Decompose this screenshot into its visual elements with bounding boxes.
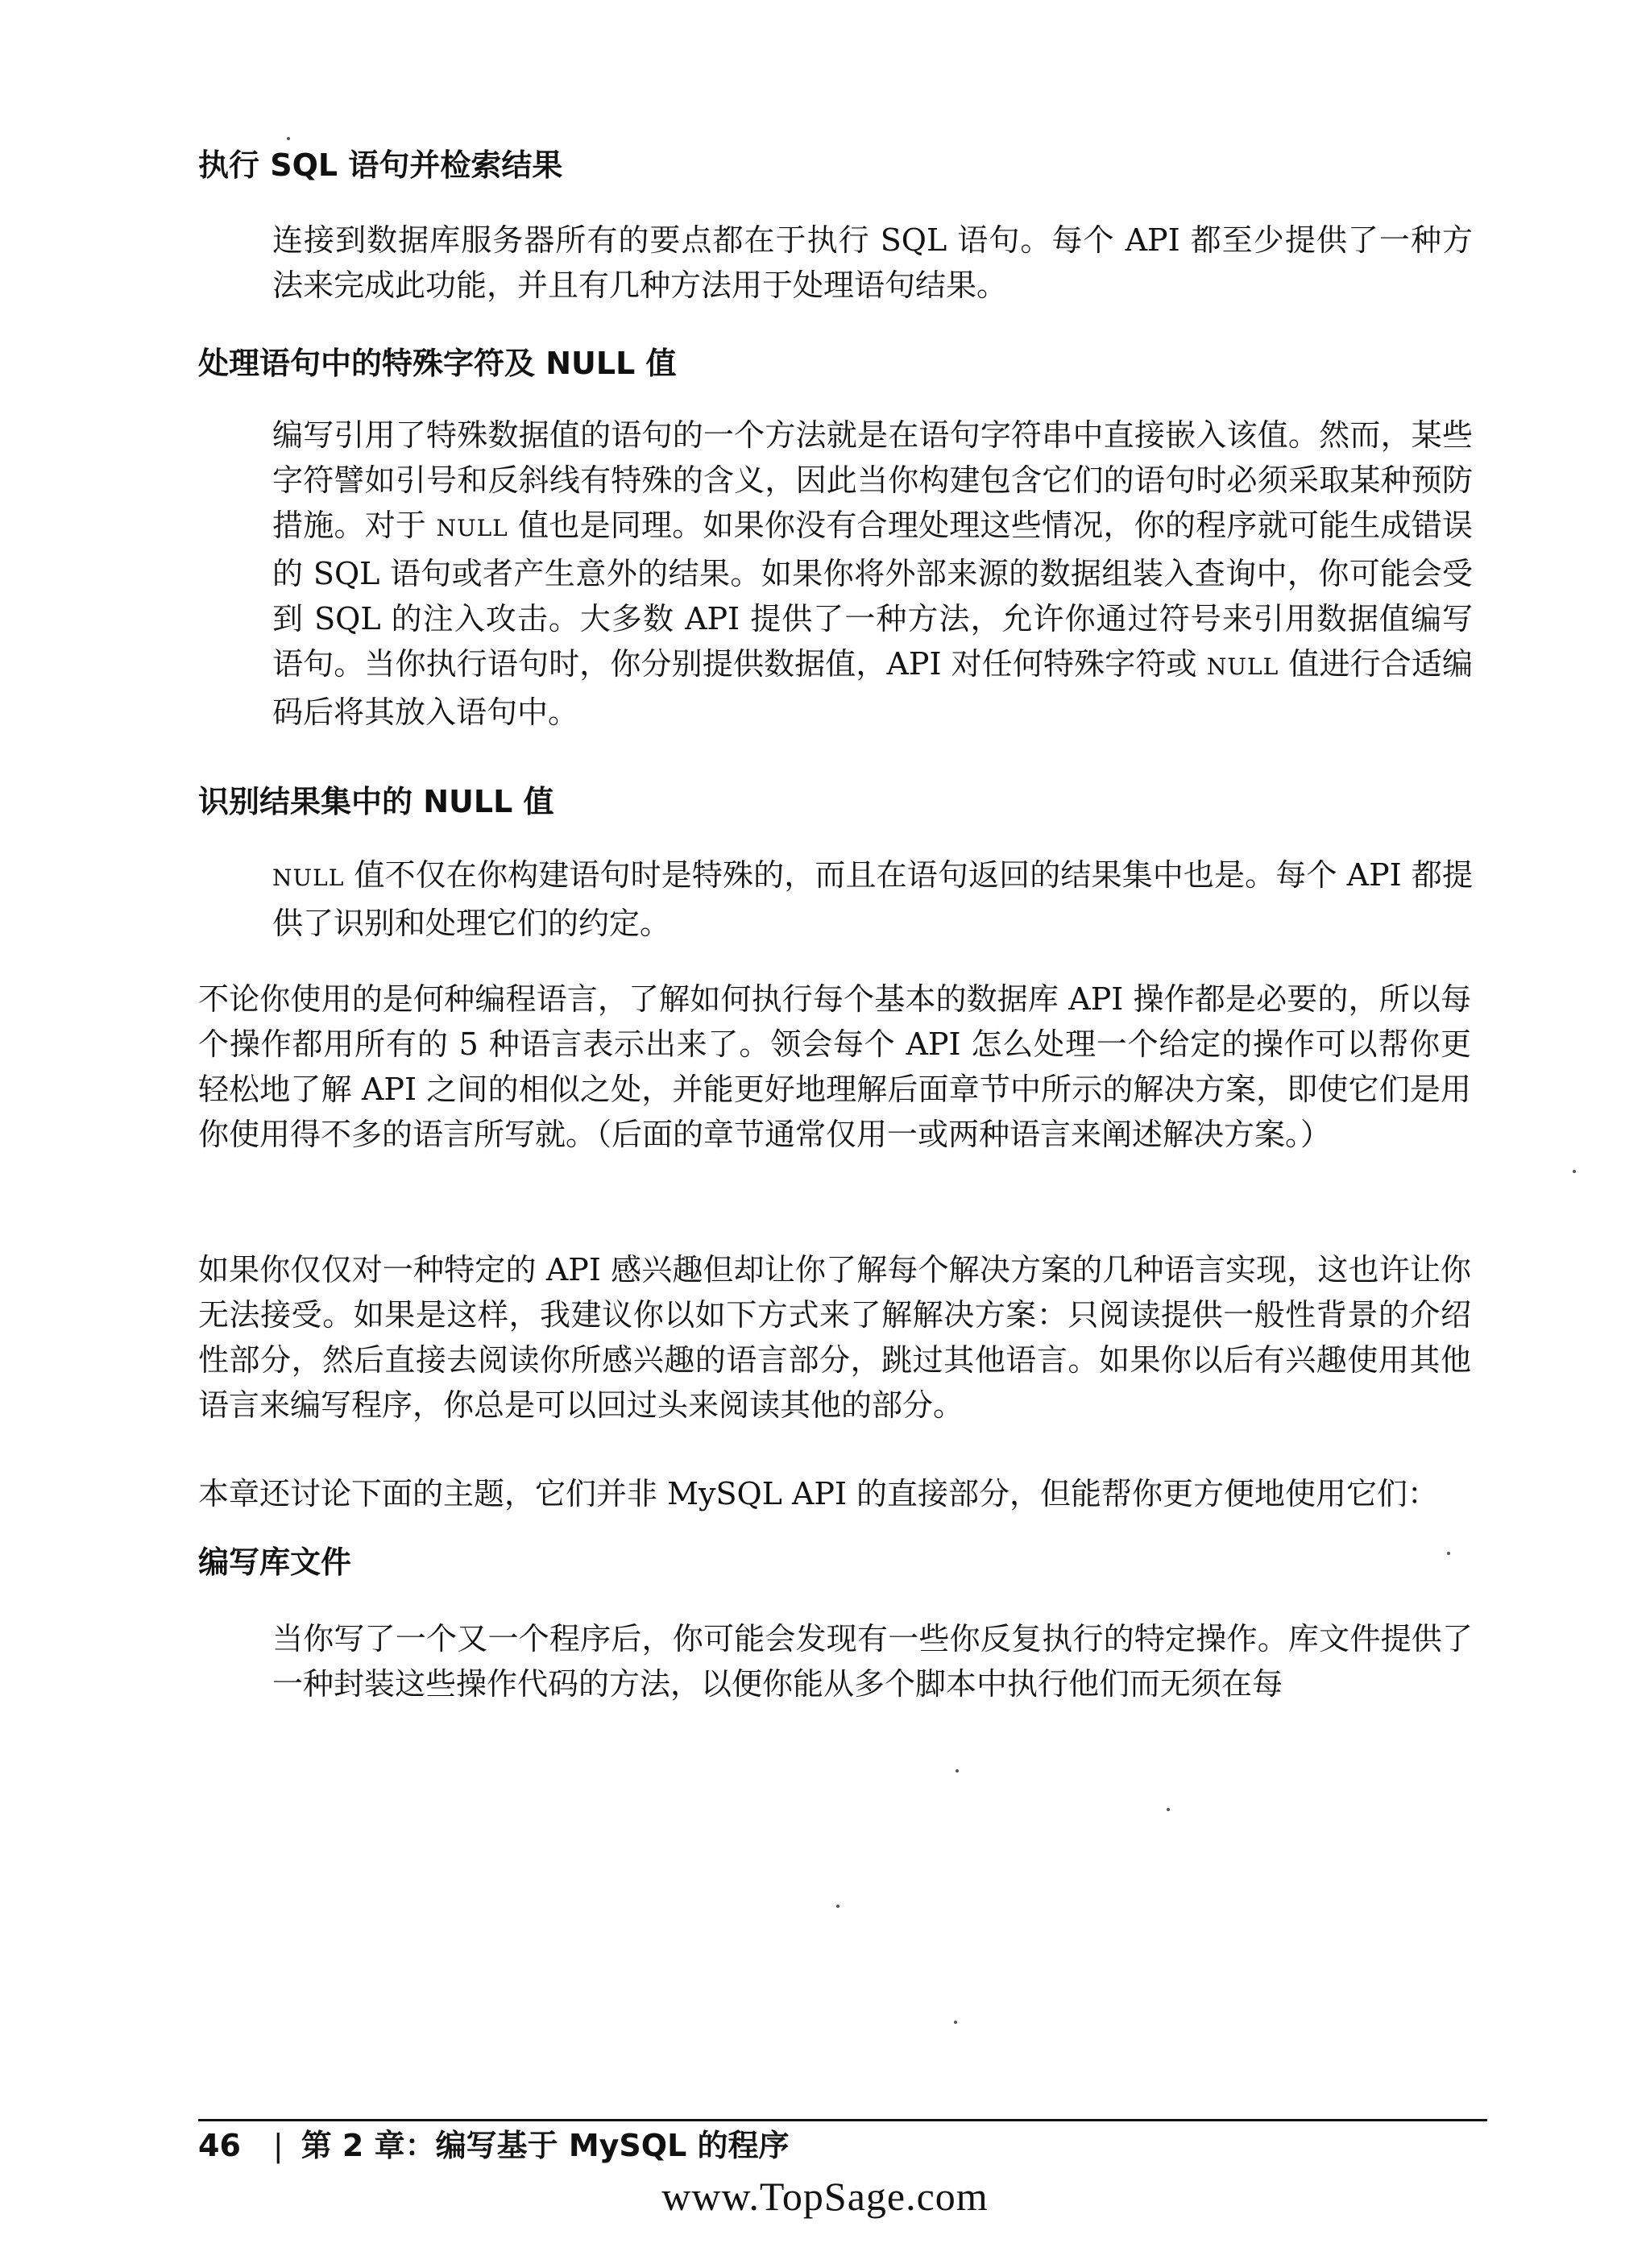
scan-speck <box>287 137 290 140</box>
chapter-title: 第 2 章：编写基于 MySQL 的程序 <box>301 2128 790 2163</box>
scan-speck <box>1573 1170 1576 1173</box>
heading-execute-sql: 执行 SQL 语句并检索结果 <box>198 147 563 183</box>
null-keyword: NULL <box>272 864 345 891</box>
page-footer <box>198 2124 790 2167</box>
scan-speck <box>836 1905 840 1908</box>
text-run: 值进行合适编码后将其放入语句中。 <box>272 646 1473 730</box>
scan-speck <box>956 1769 959 1773</box>
scan-speck <box>1167 1808 1170 1811</box>
paragraph-languages: 不论你使用的是何种编程语言，了解如何执行每个基本的数据库 API 操作都是必要的，所以每个操作都用所有的 5 种语言表示出来了。领会每个 API 怎么处理一个给定的操作可以帮你更轻松地了解 API 之间的相似之处，并能更好地理解后面章节中所示的解决方案，即使它们是用你使用得不多的语言所写就。（后面的章节通常仅用一或两种语言来阐述解决方案。） <box>198 981 1471 1152</box>
null-keyword: NULL <box>1206 653 1279 680</box>
heading-library-files: 编写库文件 <box>198 1544 352 1580</box>
null-keyword: NULL <box>436 515 508 541</box>
paragraph-library-files: 当你写了一个又一个程序后，你可能会发现有一些你反复执行的特定操作。库文件提供了一种封装这些操作代码的方法，以便你能从多个脚本中执行他们而无须在每 <box>272 1621 1473 1702</box>
scan-speck <box>954 2021 957 2024</box>
page-number: 46 <box>198 2128 241 2163</box>
heading-special-chars <box>198 342 1487 385</box>
paragraph-special-chars <box>272 413 1473 735</box>
text-run: 值也是同理。如果你没有合理处理这些情况，你的程序就可能生成错误的 SQL 语句或者产生意外的结果。如果你将外部来源的数据组装入查询中，你可能会受到 SQL 的注入攻击。大多数 API 提供了一种方法，允许你通过符号来引用数据值编写语句。当你执行语句时，你分别提供数据值，API 对任何特殊字符或 <box>272 508 1473 682</box>
text-run: 编写引用了特殊数据值的语句的一个方法就是在语句字符串中直接嵌入该值。然而，某些字符譬如引号和反斜线有特殊的含义，因此当你构建包含它们的语句时必须采取某种预防措施。对于 <box>272 417 1473 543</box>
heading-identify-null: 识别结果集中的 NULL 值 <box>198 784 554 819</box>
heading-special-chars-text: 处理语句中的特殊字符及 NULL 值 <box>198 346 677 381</box>
paragraph-specific-api: 如果你仅仅对一种特定的 API 感兴趣但却让你了解每个解决方案的几种语言实现，这也许让你无法接受。如果是这样，我建议你以如下方式来了解解决方案：只阅读提供一般性背景的介绍性部分，然后直接去阅读你所感兴趣的语言部分，跳过其他语言。如果你以后有兴趣使用其他语言来编写程序，你总是可以回过头来阅读其他的部分。 <box>198 1252 1471 1423</box>
scan-speck <box>1447 1552 1450 1555</box>
paragraph-other-topics: 本章还讨论下面的主题，它们并非 MySQL API 的直接部分，但能帮你更方便地使用它们： <box>198 1476 1439 1511</box>
paragraph-execute-sql: 连接到数据库服务器所有的要点都在于执行 SQL 语句。每个 API 都至少提供了一种方法来完成此功能，并且有几种方法用于处理语句结果。 <box>272 222 1473 303</box>
footer-separator: | <box>272 2128 284 2163</box>
paragraph-identify-null <box>272 852 1473 946</box>
footer-rule <box>198 2119 1487 2121</box>
text-run: 值不仅在你构建语句时是特殊的，而且在语句返回的结果集中也是。每个 API 都提供了识别和处理它们的约定。 <box>272 857 1473 941</box>
watermark-url: www.TopSage.com <box>661 2174 989 2219</box>
